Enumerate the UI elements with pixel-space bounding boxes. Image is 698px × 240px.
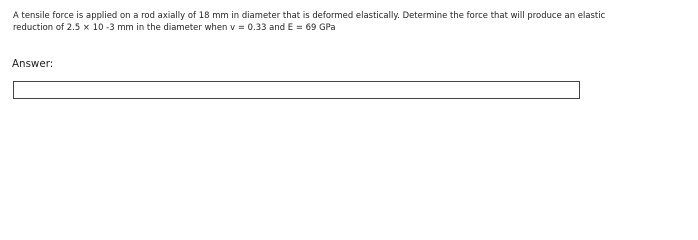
- question-text: [13, 9, 693, 33]
- question-line-1: A tensile force is applied on a rod axially of 18 mm in diameter that is deformed elastically. Determine the force that will produce an elastic: [13, 10, 606, 20]
- question-line-2: reduction of 2.5 × 10 -3 mm in the diameter when v = 0.33 and E = 69 GPa: [13, 22, 336, 32]
- answer-input[interactable]: [13, 81, 580, 99]
- answer-label: Answer:: [12, 58, 54, 70]
